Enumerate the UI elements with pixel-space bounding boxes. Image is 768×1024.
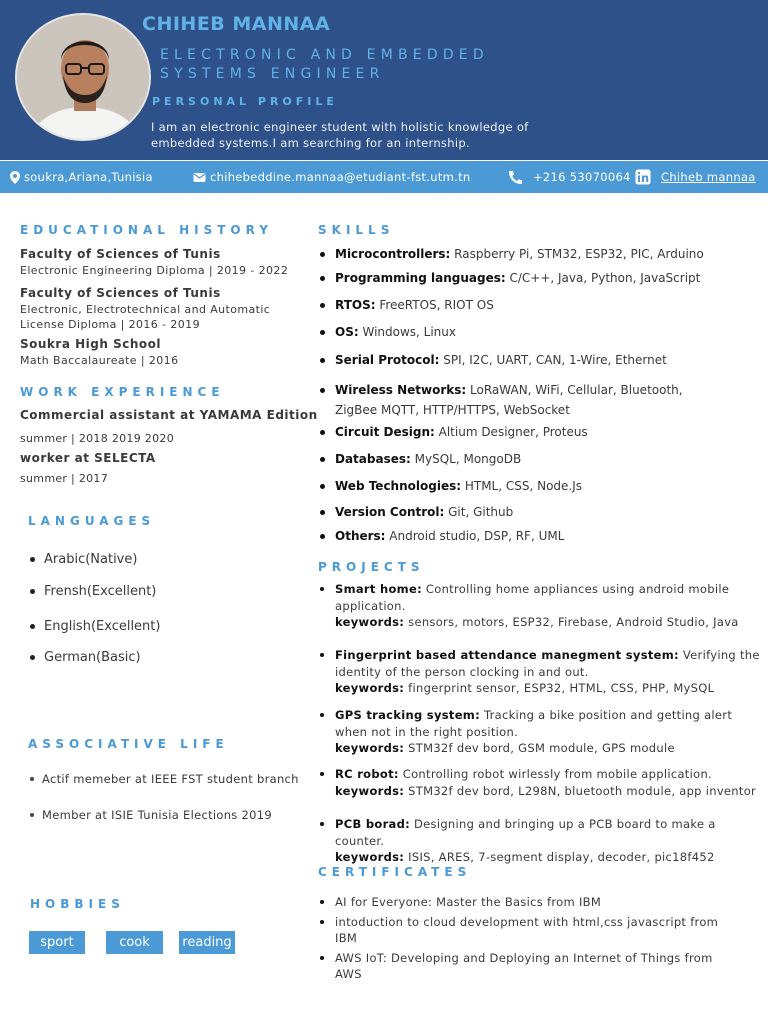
education-school: Faculty of Sciences of Tunis bbox=[20, 247, 221, 261]
skill-value: MySQL, MongoDB bbox=[410, 452, 522, 466]
work-title: worker at SELECTA bbox=[20, 451, 156, 465]
language-label: German(Basic) bbox=[44, 650, 141, 665]
bullet-icon bbox=[30, 557, 35, 562]
contact-location bbox=[10, 161, 153, 193]
project-keywords: ISIS, ARES, 7-segment display, decoder, pic18f452 bbox=[404, 850, 715, 864]
skill-label: Wireless Networks: bbox=[335, 383, 467, 397]
project-name: Fingerprint based attendance manegment system: bbox=[335, 648, 679, 662]
skill-value: Windows, Linux bbox=[358, 325, 456, 339]
location-pin-icon bbox=[10, 171, 20, 184]
skill-item bbox=[320, 449, 760, 469]
skill-label: RTOS: bbox=[335, 298, 376, 312]
associative-label: Member at ISIE Tunisia Elections 2019 bbox=[42, 808, 273, 822]
bullet-icon bbox=[320, 772, 324, 776]
skill-label: Programming languages: bbox=[335, 271, 506, 285]
education-detail: Math Baccalaureate | 2016 bbox=[20, 354, 179, 367]
phone-icon bbox=[507, 170, 524, 185]
project-item bbox=[320, 766, 760, 799]
bullet-icon bbox=[320, 252, 325, 257]
skill-label: Web Technologies: bbox=[335, 479, 462, 493]
skill-value: Raspberry Pi, STM32, ESP32, PIC, Arduino bbox=[450, 247, 704, 261]
associative-life-heading: ASSOCIATIVE LIFE bbox=[28, 737, 229, 751]
project-keywords-label: keywords: bbox=[335, 783, 405, 798]
job-title: ELECTRONIC AND EMBEDDED SYSTEMS ENGINEER bbox=[160, 47, 489, 82]
project-name: Smart home: bbox=[335, 582, 422, 596]
languages-heading: LANGUAGES bbox=[28, 514, 156, 528]
bullet-icon bbox=[30, 655, 35, 660]
hobby-tag: sport bbox=[29, 931, 85, 954]
project-name: RC robot: bbox=[335, 767, 399, 781]
project-keywords-label: keywords: bbox=[335, 681, 405, 695]
certificate-item bbox=[320, 914, 720, 946]
skill-value: Git, Github bbox=[444, 505, 514, 519]
skill-label: Others: bbox=[335, 529, 386, 543]
bullet-icon bbox=[320, 303, 325, 308]
bullet-icon bbox=[320, 653, 324, 657]
skill-label: Serial Protocol: bbox=[335, 353, 440, 367]
project-keywords: STM32f dev bord, GSM module, GPS module bbox=[404, 741, 675, 755]
language-label: Arabic(Native) bbox=[44, 552, 138, 567]
personal-profile-text: I am an electronic engineer student with holistic knowledge of embedded systems.I am searching for an internship. bbox=[151, 120, 529, 150]
language-item bbox=[30, 584, 156, 599]
project-item bbox=[320, 816, 760, 866]
skill-item bbox=[320, 502, 760, 522]
phone-text[interactable]: +216 53070064 bbox=[533, 170, 631, 184]
skill-item bbox=[320, 322, 760, 342]
bullet-icon bbox=[320, 457, 325, 462]
contact-bar bbox=[0, 161, 768, 193]
bullet-icon bbox=[320, 358, 325, 363]
skill-label: Version Control: bbox=[335, 505, 445, 519]
location-text: soukra,Ariana,Tunisia bbox=[24, 170, 153, 184]
skills-heading: SKILLS bbox=[318, 223, 395, 237]
project-description: Controlling home appliances using android mobile application. bbox=[335, 582, 730, 613]
education-school: Faculty of Sciences of Tunis bbox=[20, 286, 221, 300]
bullet-icon bbox=[320, 900, 324, 904]
project-keywords-label: keywords: bbox=[335, 741, 405, 755]
bullet-icon bbox=[30, 624, 35, 629]
contact-linkedin[interactable] bbox=[635, 161, 756, 193]
project-description: Designing and bringing up a PCB board to make a counter. bbox=[335, 817, 716, 848]
skill-value: Altium Designer, Proteus bbox=[434, 425, 588, 439]
bullet-icon bbox=[320, 713, 324, 717]
education-school: Soukra High School bbox=[20, 337, 161, 351]
bullet-icon bbox=[30, 777, 34, 781]
project-item bbox=[320, 647, 760, 697]
language-label: English(Excellent) bbox=[44, 619, 161, 634]
candidate-name: CHIHEB MANNAA bbox=[142, 13, 331, 35]
bullet-icon bbox=[320, 534, 325, 539]
skill-item bbox=[320, 244, 760, 264]
certificate-item bbox=[320, 894, 740, 910]
skill-label: Databases: bbox=[335, 452, 411, 466]
avatar bbox=[15, 13, 151, 141]
associative-item bbox=[30, 808, 272, 822]
education-heading: EDUCATIONAL HISTORY bbox=[20, 223, 273, 237]
bullet-icon bbox=[320, 920, 324, 924]
project-description: Verifying the identity of the person clocking in and out. bbox=[335, 648, 760, 679]
bullet-icon bbox=[320, 330, 325, 335]
hobby-tag: cook bbox=[106, 931, 163, 954]
bullet-icon bbox=[30, 589, 35, 594]
project-keywords: sensors, motors, ESP32, Firebase, Android Studio, Java bbox=[404, 615, 739, 629]
skill-item bbox=[320, 295, 760, 315]
skill-label: Microcontrollers: bbox=[335, 247, 451, 261]
certificate-label: AI for Everyone: Master the Basics from IBM bbox=[335, 895, 602, 909]
work-date: summer | 2017 bbox=[20, 472, 109, 485]
skill-item bbox=[320, 350, 760, 370]
bullet-icon bbox=[320, 484, 325, 489]
hobby-tag: reading bbox=[179, 931, 235, 954]
contact-phone[interactable] bbox=[507, 161, 631, 193]
bullet-icon bbox=[320, 956, 324, 960]
skill-item bbox=[320, 380, 720, 420]
certificate-label: AWS IoT: Developing and Deploying an Internet of Things from AWS bbox=[335, 951, 713, 981]
associative-label: Actif memeber at IEEE FST student branch bbox=[42, 772, 299, 786]
profile-photo bbox=[17, 15, 151, 141]
education-detail: Electronic, Electrotechnical and Automatic License Diploma | 2016 - 2019 bbox=[20, 303, 271, 331]
project-item bbox=[320, 707, 760, 757]
project-name: PCB borad: bbox=[335, 817, 411, 831]
skill-value: SPI, I2C, UART, CAN, 1-Wire, Ethernet bbox=[439, 353, 667, 367]
bullet-icon bbox=[320, 276, 325, 281]
bullet-icon bbox=[320, 510, 325, 515]
work-date: summer | 2018 2019 2020 bbox=[20, 432, 174, 445]
skill-item bbox=[320, 422, 760, 442]
education-detail: Electronic Engineering Diploma | 2019 - 2022 bbox=[20, 264, 289, 277]
associative-item bbox=[30, 772, 299, 786]
contact-email[interactable] bbox=[193, 161, 471, 193]
skill-value: Android studio, DSP, RF, UML bbox=[385, 529, 565, 543]
project-item bbox=[320, 581, 760, 631]
skill-value: C/C++, Java, Python, JavaScript bbox=[505, 271, 701, 285]
bullet-icon bbox=[320, 388, 325, 393]
skill-item bbox=[320, 526, 760, 546]
project-keywords-label: keywords: bbox=[335, 615, 405, 629]
skill-value: LoRaWAN, WiFi, Cellular, Bluetooth, ZigBee MQTT, HTTP/HTTPS, WebSocket bbox=[335, 383, 683, 417]
project-name: GPS tracking system: bbox=[335, 708, 480, 722]
project-keywords: fingerprint sensor, ESP32, HTML, CSS, PHP, MySQL bbox=[404, 681, 715, 695]
project-description: Controlling robot wirlessly from mobile application. bbox=[398, 767, 712, 781]
email-text[interactable]: chihebeddine.mannaa@etudiant-fst.utm.tn bbox=[210, 170, 471, 184]
bullet-icon bbox=[320, 822, 324, 826]
skill-value: FreeRTOS, RIOT OS bbox=[375, 298, 494, 312]
language-item bbox=[30, 619, 160, 634]
linkedin-icon bbox=[635, 169, 651, 185]
language-item bbox=[30, 552, 137, 567]
language-item bbox=[30, 650, 141, 665]
certificate-item bbox=[320, 950, 720, 982]
language-label: Frensh(Excellent) bbox=[44, 584, 157, 599]
bullet-icon bbox=[320, 587, 324, 591]
skill-label: Circuit Design: bbox=[335, 425, 435, 439]
work-title: Commercial assistant at YAMAMA Edition bbox=[20, 408, 318, 422]
project-keywords: STM32f dev bord, L298N, bluetooth module, app inventor bbox=[404, 783, 757, 798]
bullet-icon bbox=[30, 813, 34, 817]
hobbies-heading: HOBBIES bbox=[30, 897, 125, 911]
bullet-icon bbox=[320, 430, 325, 435]
project-description: Tracking a bike position and getting alert when not in the right position. bbox=[335, 708, 733, 739]
work-experience-heading: WORK EXPERIENCE bbox=[20, 385, 225, 399]
envelope-icon bbox=[193, 172, 206, 183]
projects-heading: PROJECTS bbox=[318, 560, 425, 574]
skill-item bbox=[320, 268, 760, 288]
project-keywords-label: keywords: bbox=[335, 850, 405, 864]
certificates-heading: CERTIFICATES bbox=[318, 865, 472, 879]
certificate-label: intoduction to cloud development with html,css javascript from IBM bbox=[335, 915, 719, 945]
linkedin-link[interactable]: Chiheb mannaa bbox=[661, 170, 756, 184]
skill-label: OS: bbox=[335, 325, 359, 339]
header-banner bbox=[0, 0, 768, 160]
personal-profile-heading: PERSONAL PROFILE bbox=[152, 95, 338, 108]
skill-value: HTML, CSS, Node.Js bbox=[461, 479, 583, 493]
skill-item bbox=[320, 476, 760, 496]
